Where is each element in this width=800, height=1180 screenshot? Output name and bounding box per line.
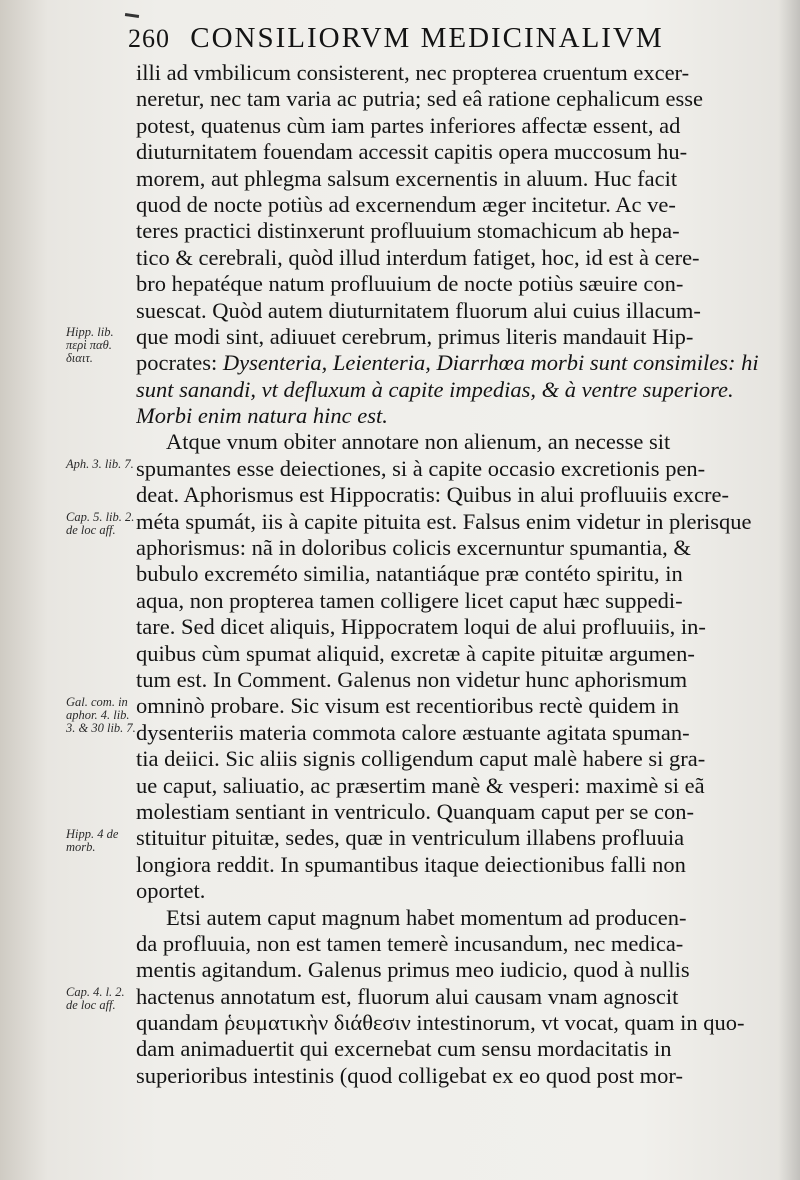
text-line: deat. Aphorismus est Hippocratis: Quibus in alui profluuiis excre- [136,482,730,508]
text-line: dam animaduertit qui excernebat cum sensu mordacitatis in [136,1036,672,1062]
text-line: aphorismus: nã in doloribus colicis excernuntur spumantia, & [136,535,691,561]
ink-mark [125,13,139,18]
text-line: dysenteriis materia commota calore æstuante agitata spuman- [136,719,690,745]
text-line: quibus cùm spumat aliquid, excretæ à capite pituitæ argumen- [136,640,695,666]
text-line: suescat. Quòd autem diuturnitatem fluorum alui cuius illacum- [136,297,701,323]
text-line: méta spumát, iis à capite pituita est. Falsus enim videtur in plerisque [136,508,752,534]
margin-note: Gal. com. in aphor. 4. lib. 3. & 30 lib. 7. [66,694,136,735]
text-line: tico & cerebrali, quòd illud interdum fatiget, hoc, id est à cere- [136,244,700,270]
body-text [136,60,766,1089]
text-line: morem, aut phlegma salsum excernentis in aluum. Huc facit [136,165,678,191]
text-line: Etsi autem caput magnum habet momentum ad producen- [166,904,687,930]
margin-note: Aph. 3. lib. 7. [66,457,134,471]
text-line: diuturnitatem fouendam accessit capitis opera muccosum hu- [136,139,688,165]
text-line: que modi sint, adiuuet cerebrum, primus literis mandauit Hip- [136,323,694,349]
text-line: ue caput, saliuatio, ac præsertim manè & vesperi: maximè si eã [136,772,705,798]
text-line: Morbi enim natura hinc est. [136,403,388,429]
text-line: quod de nocte potiùs ad excernendum æger incitetur. Ac ve- [136,191,676,217]
text-line: potest, quatenus cùm iam partes inferiores affectæ essent, ad [136,112,681,138]
text-line: omninò probare. Sic visum est recentioribus rectè quidem in [136,693,679,719]
text-line: superioribus intestinis (quod colligebat ex eo quod post mor- [136,1062,683,1088]
text-line: bubulo excreméto similia, natantiáque præ contéto spiritu, in [136,561,683,587]
text-line: teres practici distinxerunt profluuium stomachicum ab hepa- [136,218,680,244]
text-line: tia deiici. Sic aliis signis colligendum caput malè habere si gra- [136,746,706,772]
text-line: illi ad vmbilicum consisterent, nec propterea cruentum excer- [136,60,690,85]
page-number: 260 [128,24,170,53]
text-line: spumantes esse deiectiones, si à capite occasio excretionis pen- [136,455,706,481]
margin-note: Cap. 5. lib. 2. de loc aff. [66,509,135,537]
text-line: mentis agitandum. Galenus primus meo iudicio, quod à nullis [136,957,690,983]
running-title: CONSILIORVM MEDICINALIVM [190,22,664,54]
text-line: sunt sanandi, vt defluxum à capite impedias, & à ventre superiore. [136,376,734,402]
text-line: pocrates: Dysenteria, Leienteria, Diarrhœa morbi sunt consimiles: hi [136,350,759,376]
running-header [128,22,768,62]
text-line: aqua, non propterea tamen colligere licet caput hæc suppedi- [136,587,683,613]
text-line: stituitur pituitæ, sedes, quæ in ventriculum illabens profluuia [136,825,685,851]
text-line: oportet. [136,878,206,904]
margin-note: Hipp. lib. περὶ παθ. διαιτ. [66,325,114,365]
text-line: bro hepatéque natum profluuium de nocte potiùs sæuire con- [136,271,684,297]
text-line: da profluuia, non est tamen temerè incusandum, nec medica- [136,930,684,956]
text-line: longiora reddit. In spumantibus itaque deiectionibus falli non [136,851,686,877]
text-line: Atque vnum obiter annotare non alienum, an necesse sit [166,429,671,455]
margin-note: Cap. 4. l. 2. de loc aff. [66,985,125,1012]
margin-note: Hipp. 4 de morb. [66,826,119,854]
text-line: molestiam sentiant in ventriculo. Quanquam caput per se con- [136,798,694,824]
text-line: hactenus annotatum est, fluorum alui causam vnam agnoscit [136,983,679,1009]
text-line: quandam ῥευματικὴν διάθεσιν intestinorum, vt vocat, quam in quo- [136,1010,745,1036]
text-line: tum est. In Comment. Galenus non videtur hunc aphorismum [136,666,688,692]
text-line: neretur, nec tam varia ac putria; sed eâ ratione cephalicum esse [136,86,703,112]
text-line: tare. Sed dicet aliquis, Hippocratem loqui de alui profluuiis, in- [136,614,706,640]
page-spine-shadow [778,0,800,1180]
